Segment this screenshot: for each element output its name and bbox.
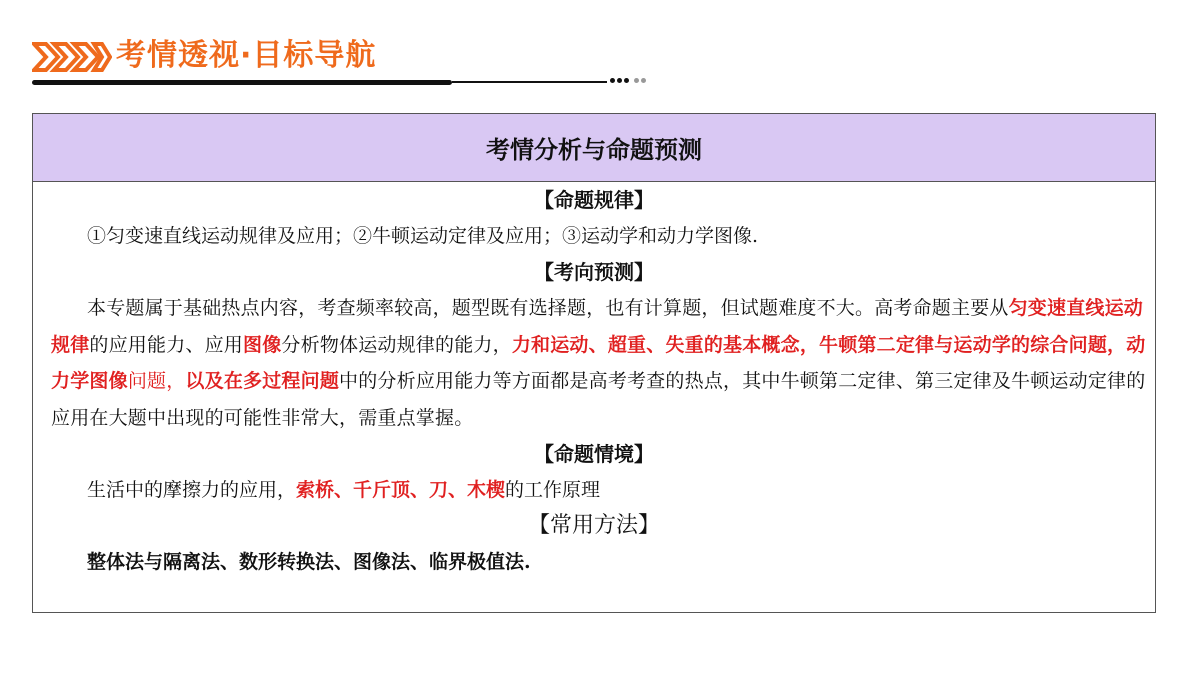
analysis-panel <box>32 113 1156 613</box>
rule-text: ①匀变速直线运动规律及应用；②牛顿运动定律及应用；③运动学和动力学图像. <box>87 225 759 247</box>
header-title: 考情透视·目标导航 <box>116 38 377 73</box>
header-underline <box>32 80 452 85</box>
header-thin-line <box>452 81 607 83</box>
method-section-title: 【常用方法】 <box>527 513 660 538</box>
panel-title: 考情分析与命题预测 <box>33 114 1155 182</box>
forecast-section-title: 【考向预测】 <box>534 260 654 284</box>
dots-decoration <box>610 78 650 86</box>
chevron-arrows-icon <box>32 40 112 74</box>
method-text: 整体法与隔离法、数形转换法、图像法、临界极值法. <box>87 551 531 573</box>
forecast-paragraph: 本专题属于基础热点内容，考查频率较高，题型既有选择题，也有计算题，但试题难度不大。高考命题主要从匀变速直线运动规律的应用能力、应用图像分析物体运动规律的能力，力和运动、超重、失重的基本概念，牛顿第二定律与运动学的综合问题，动力学图像问题，以及在多过程问题中的分析应用能力等方面都是高考考查的热点，其中牛顿第二定律、第三定律及牛顿运动定律的应用在大题中出现的可能性非常大，需重点掌握。 <box>51 297 1146 429</box>
context-section-title: 【命题情境】 <box>534 442 654 466</box>
page-header <box>32 36 632 90</box>
context-text: 生活中的摩擦力的应用，索桥、千斤顶、刀、木楔的工作原理 <box>87 479 601 501</box>
rule-section-title: 【命题规律】 <box>534 188 654 212</box>
